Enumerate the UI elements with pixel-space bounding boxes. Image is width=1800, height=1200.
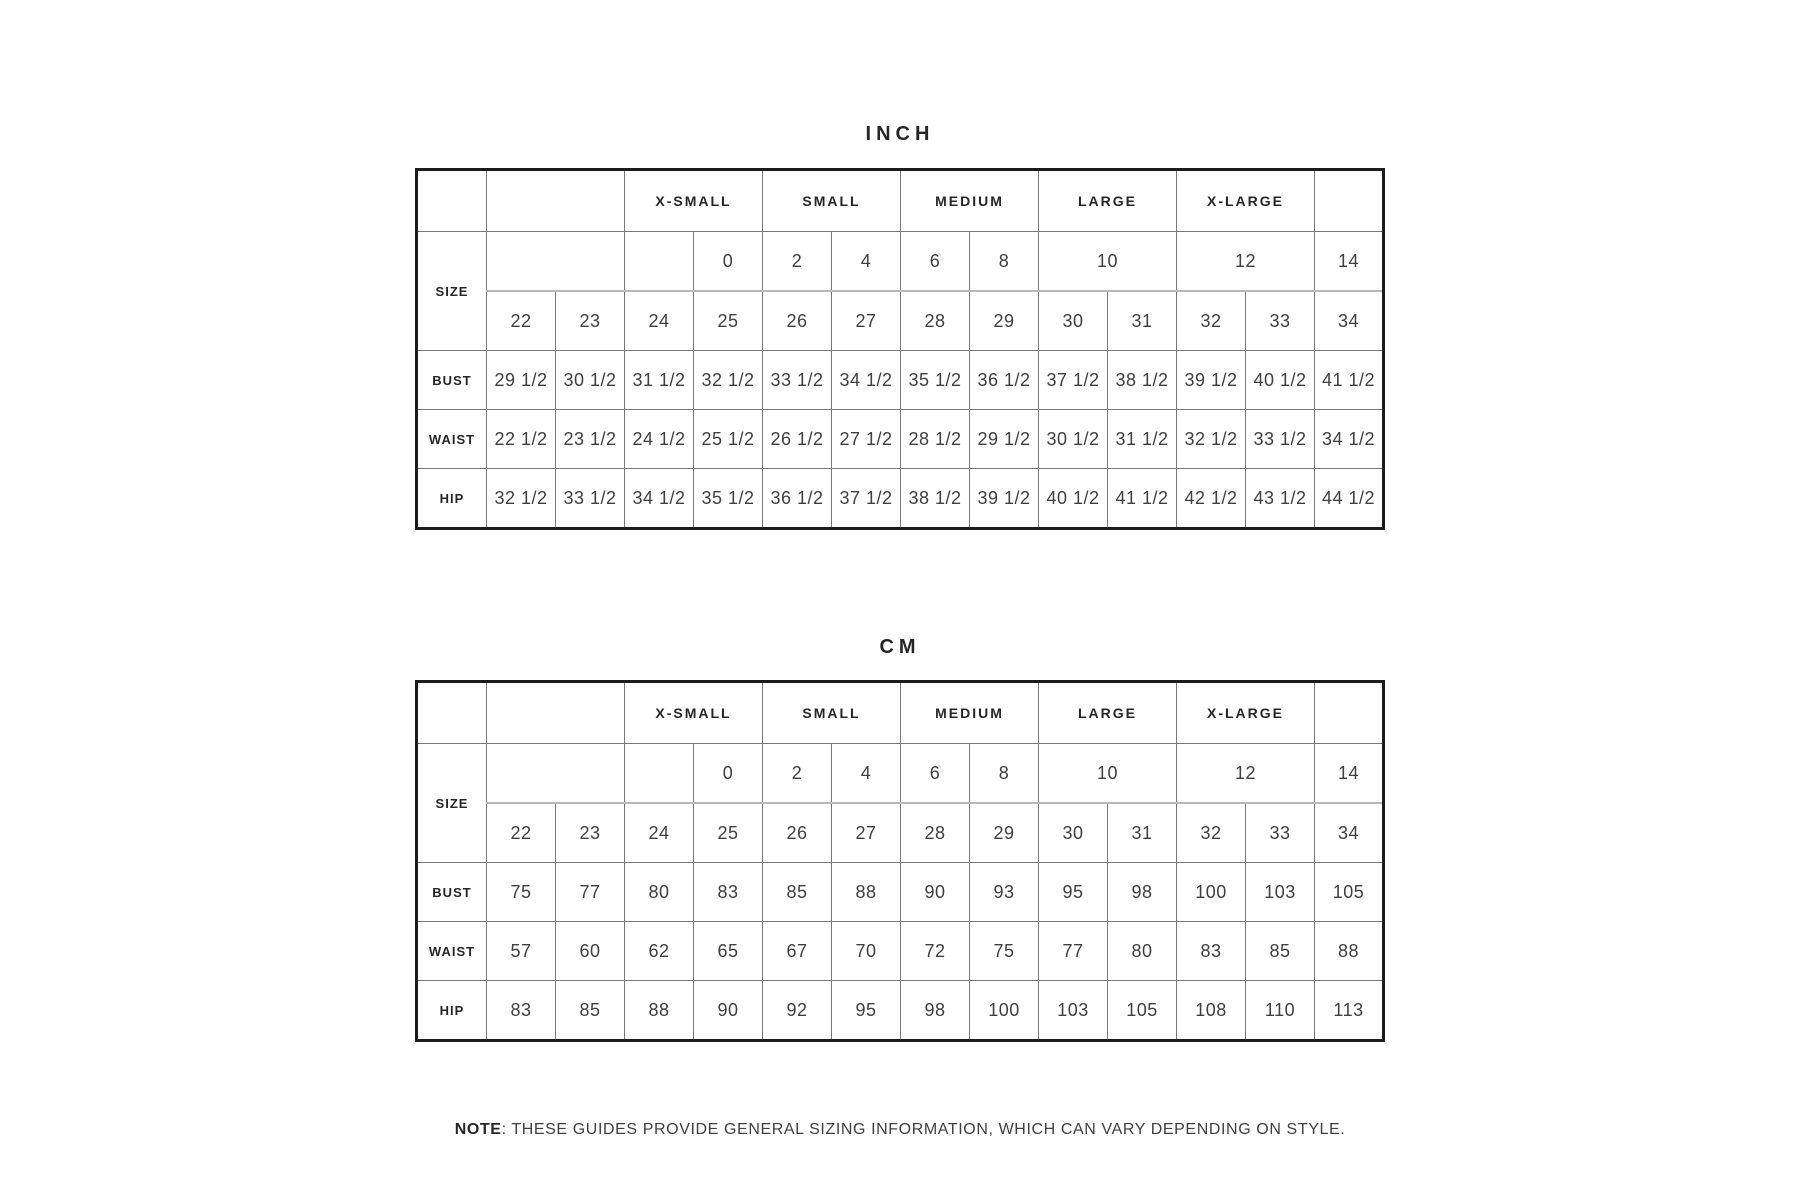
cm-hip-value-cell: 90 [694,981,763,1041]
cm-bust-value-cell: 85 [763,863,832,922]
inch-numeric-size-cell: 29 [970,291,1039,351]
inch-us-size-cell-6: 6 [901,232,970,292]
cm-empty-group-cell-left [487,682,625,744]
cm-hip-row-label: HIP [417,981,487,1041]
cm-bust-value-cell: 98 [1108,863,1177,922]
cm-bust-value-cell: 88 [832,863,901,922]
inch-waist-value-cell: 29 1/2 [970,410,1039,469]
inch-hip-value-cell: 39 1/2 [970,469,1039,529]
inch-us-size-cell-10: 10 [1039,232,1177,292]
cm-us-size-cell-12: 12 [1177,744,1315,804]
cm-waist-value-cell: 72 [901,922,970,981]
cm-us-size-cell-6: 6 [901,744,970,804]
inch-hip-row [417,469,1384,529]
inch-us-size-cell-8: 8 [970,232,1039,292]
cm-numeric-size-cell: 22 [487,803,556,863]
cm-corner-cell [417,682,487,744]
inch-bust-value-cell: 29 1/2 [487,351,556,410]
inch-waist-value-cell: 22 1/2 [487,410,556,469]
inch-us-size-cell-2: 2 [763,232,832,292]
cm-numeric-size-cell: 34 [1315,803,1384,863]
inch-us-size-cell-14: 14 [1315,232,1384,292]
inch-empty-group-cell-left [487,170,625,232]
inch-waist-value-cell: 30 1/2 [1039,410,1108,469]
inch-hip-value-cell: 32 1/2 [487,469,556,529]
cm-hip-value-cell: 95 [832,981,901,1041]
inch-empty-us-cell-22-23 [487,232,625,292]
inch-group-small: SMALL [763,170,901,232]
cm-hip-value-cell: 88 [625,981,694,1041]
cm-numeric-size-cell: 23 [556,803,625,863]
inch-group-large: LARGE [1039,170,1177,232]
cm-us-size-cell-2: 2 [763,744,832,804]
inch-waist-value-cell: 34 1/2 [1315,410,1384,469]
cm-bust-row-label: BUST [417,863,487,922]
inch-bust-value-cell: 33 1/2 [763,351,832,410]
cm-numeric-size-cell: 31 [1108,803,1177,863]
cm-group-x-large: X-LARGE [1177,682,1315,744]
inch-empty-us-cell-24 [625,232,694,292]
cm-numeric-size-cell: 30 [1039,803,1108,863]
inch-hip-value-cell: 33 1/2 [556,469,625,529]
inch-us-size-cell-12: 12 [1177,232,1315,292]
cm-waist-value-cell: 80 [1108,922,1177,981]
inch-size-row-header: SIZE [417,232,487,351]
cm-hip-value-cell: 113 [1315,981,1384,1041]
cm-size-table [415,680,1385,1042]
inch-bust-value-cell: 32 1/2 [694,351,763,410]
cm-size-group-row [417,682,1384,744]
inch-numeric-size-cell: 30 [1039,291,1108,351]
cm-hip-row [417,981,1384,1041]
cm-bust-value-cell: 103 [1246,863,1315,922]
inch-hip-value-cell: 41 1/2 [1108,469,1177,529]
inch-hip-value-cell: 42 1/2 [1177,469,1246,529]
cm-bust-value-cell: 93 [970,863,1039,922]
cm-size-row-header: SIZE [417,744,487,863]
cm-waist-value-cell: 77 [1039,922,1108,981]
cm-hip-value-cell: 98 [901,981,970,1041]
inch-waist-value-cell: 23 1/2 [556,410,625,469]
inch-waist-value-cell: 26 1/2 [763,410,832,469]
cm-group-medium: MEDIUM [901,682,1039,744]
inch-bust-value-cell: 37 1/2 [1039,351,1108,410]
inch-bust-value-cell: 35 1/2 [901,351,970,410]
cm-hip-value-cell: 110 [1246,981,1315,1041]
cm-group-small: SMALL [763,682,901,744]
cm-hip-value-cell: 100 [970,981,1039,1041]
inch-hip-value-cell: 37 1/2 [832,469,901,529]
cm-empty-us-cell-22-23 [487,744,625,804]
inch-numeric-size-row [417,291,1384,351]
cm-hip-value-cell: 103 [1039,981,1108,1041]
cm-bust-value-cell: 77 [556,863,625,922]
cm-bust-value-cell: 100 [1177,863,1246,922]
cm-numeric-size-cell: 25 [694,803,763,863]
cm-waist-value-cell: 62 [625,922,694,981]
cm-bust-value-cell: 90 [901,863,970,922]
inch-waist-row [417,410,1384,469]
inch-us-size-row [417,232,1384,292]
cm-us-size-cell-0: 0 [694,744,763,804]
cm-waist-value-cell: 67 [763,922,832,981]
cm-numeric-size-cell: 28 [901,803,970,863]
cm-waist-value-cell: 70 [832,922,901,981]
inch-numeric-size-cell: 22 [487,291,556,351]
cm-waist-value-cell: 65 [694,922,763,981]
inch-us-size-cell-0: 0 [694,232,763,292]
cm-numeric-size-row [417,803,1384,863]
cm-bust-row [417,863,1384,922]
cm-bust-value-cell: 75 [487,863,556,922]
inch-waist-value-cell: 27 1/2 [832,410,901,469]
cm-us-size-cell-4: 4 [832,744,901,804]
cm-waist-value-cell: 57 [487,922,556,981]
inch-bust-value-cell: 34 1/2 [832,351,901,410]
cm-empty-group-cell-right [1315,682,1384,744]
cm-bust-value-cell: 95 [1039,863,1108,922]
inch-numeric-size-cell: 28 [901,291,970,351]
inch-numeric-size-cell: 24 [625,291,694,351]
inch-bust-row [417,351,1384,410]
inch-bust-value-cell: 38 1/2 [1108,351,1177,410]
cm-numeric-size-cell: 27 [832,803,901,863]
inch-bust-row-label: BUST [417,351,487,410]
cm-bust-value-cell: 80 [625,863,694,922]
note-label: NOTE [454,1121,502,1138]
cm-table-title: CM [879,636,921,658]
inch-numeric-size-cell: 34 [1315,291,1384,351]
inch-table-title: INCH [865,123,935,145]
cm-numeric-size-cell: 24 [625,803,694,863]
inch-numeric-size-cell: 32 [1177,291,1246,351]
cm-waist-row [417,922,1384,981]
inch-numeric-size-cell: 31 [1108,291,1177,351]
cm-numeric-size-cell: 32 [1177,803,1246,863]
cm-us-size-cell-8: 8 [970,744,1039,804]
inch-waist-value-cell: 25 1/2 [694,410,763,469]
inch-bust-value-cell: 30 1/2 [556,351,625,410]
inch-bust-value-cell: 39 1/2 [1177,351,1246,410]
inch-waist-value-cell: 32 1/2 [1177,410,1246,469]
inch-bust-value-cell: 36 1/2 [970,351,1039,410]
inch-size-table [415,168,1385,530]
inch-hip-value-cell: 35 1/2 [694,469,763,529]
inch-waist-value-cell: 31 1/2 [1108,410,1177,469]
cm-numeric-size-cell: 33 [1246,803,1315,863]
sizing-note [0,1119,1800,1141]
cm-waist-value-cell: 83 [1177,922,1246,981]
cm-hip-value-cell: 83 [487,981,556,1041]
cm-hip-value-cell: 85 [556,981,625,1041]
cm-group-x-small: X-SMALL [625,682,763,744]
cm-waist-value-cell: 88 [1315,922,1384,981]
inch-numeric-size-cell: 23 [556,291,625,351]
inch-waist-value-cell: 24 1/2 [625,410,694,469]
cm-numeric-size-cell: 26 [763,803,832,863]
inch-numeric-size-cell: 25 [694,291,763,351]
cm-bust-value-cell: 83 [694,863,763,922]
inch-hip-value-cell: 36 1/2 [763,469,832,529]
cm-numeric-size-cell: 29 [970,803,1039,863]
inch-size-group-row [417,170,1384,232]
inch-group-medium: MEDIUM [901,170,1039,232]
cm-waist-row-label: WAIST [417,922,487,981]
inch-us-size-cell-4: 4 [832,232,901,292]
inch-group-x-small: X-SMALL [625,170,763,232]
cm-hip-value-cell: 105 [1108,981,1177,1041]
cm-bust-value-cell: 105 [1315,863,1384,922]
inch-bust-value-cell: 31 1/2 [625,351,694,410]
cm-empty-us-cell-24 [625,744,694,804]
inch-numeric-size-cell: 27 [832,291,901,351]
inch-numeric-size-cell: 26 [763,291,832,351]
inch-group-x-large: X-LARGE [1177,170,1315,232]
inch-bust-value-cell: 40 1/2 [1246,351,1315,410]
inch-hip-value-cell: 43 1/2 [1246,469,1315,529]
cm-waist-value-cell: 75 [970,922,1039,981]
cm-waist-value-cell: 60 [556,922,625,981]
inch-waist-row-label: WAIST [417,410,487,469]
inch-waist-value-cell: 33 1/2 [1246,410,1315,469]
inch-bust-value-cell: 41 1/2 [1315,351,1384,410]
cm-us-size-cell-14: 14 [1315,744,1384,804]
cm-hip-value-cell: 108 [1177,981,1246,1041]
inch-hip-value-cell: 40 1/2 [1039,469,1108,529]
cm-hip-value-cell: 92 [763,981,832,1041]
inch-hip-value-cell: 44 1/2 [1315,469,1384,529]
cm-waist-value-cell: 85 [1246,922,1315,981]
inch-hip-row-label: HIP [417,469,487,529]
cm-us-size-row [417,744,1384,804]
inch-waist-value-cell: 28 1/2 [901,410,970,469]
inch-hip-value-cell: 38 1/2 [901,469,970,529]
inch-empty-group-cell-right [1315,170,1384,232]
inch-corner-cell [417,170,487,232]
cm-group-large: LARGE [1039,682,1177,744]
inch-numeric-size-cell: 33 [1246,291,1315,351]
inch-hip-value-cell: 34 1/2 [625,469,694,529]
cm-us-size-cell-10: 10 [1039,744,1177,804]
note-text: : THESE GUIDES PROVIDE GENERAL SIZING INFORMATION, WHICH CAN VARY DEPENDING ON STYLE. [501,1121,1346,1138]
